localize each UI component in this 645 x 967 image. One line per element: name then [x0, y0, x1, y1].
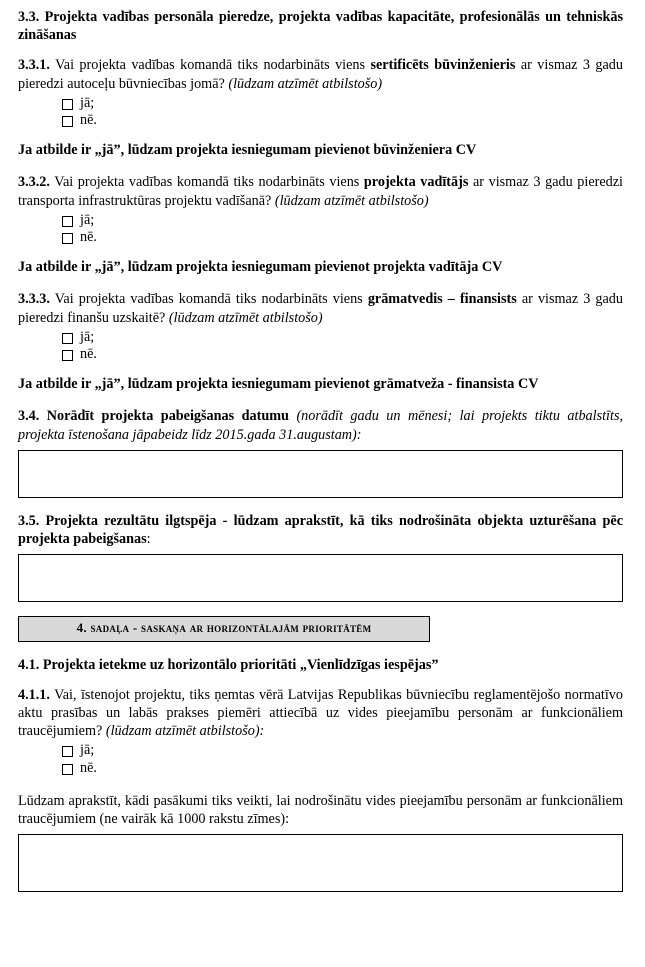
option-row[interactable]: [62, 760, 623, 777]
question-3-3-2-instruction: (lūdzam atzīmēt atbilstošo): [274, 192, 429, 209]
answer-box-3-4[interactable]: [18, 450, 623, 498]
question-3-3-2: [18, 173, 623, 209]
question-3-4-number: 3.4.: [18, 408, 40, 425]
question-4-1-1-followup: Lūdzam aprakstīt, kādi pasākumi tiks veikti, lai nodrošinātu vides pieejamību personām ar funkcionāliem traucējumiem (ne vairāk kā 1000 rakstu zīmes):: [18, 792, 623, 828]
question-3-3-1-text-before: Vai projekta vadības komandā tiks nodarbināts viens: [55, 57, 366, 74]
checkbox-icon[interactable]: [62, 216, 73, 227]
note-3-3-1: Ja atbilde ir „jā”, lūdzam projekta iesniegumam pievienot būvinženiera CV: [18, 142, 477, 159]
option-row[interactable]: [62, 329, 623, 346]
question-4-1-1-number: 4.1.1.: [18, 686, 50, 703]
question-3-3-1-instruction: (lūdzam atzīmēt atbilstošo): [228, 75, 383, 92]
question-4-1-1-options: [62, 742, 623, 777]
option-label: jā;: [80, 94, 95, 111]
question-3-3-2-text-before: Vai projekta vadības komandā tiks nodarbināts viens: [54, 174, 360, 191]
question-3-3-3-text-before: Vai projekta vadības komandā tiks nodarbināts viens: [54, 291, 363, 308]
option-label: nē.: [80, 346, 97, 363]
question-3-3-1-bold-phrase: sertificēts būvinženieris: [370, 57, 516, 74]
option-label: jā;: [80, 742, 95, 759]
question-3-3-3: [18, 290, 623, 326]
question-3-3-2-bold-phrase: projekta vadītājs: [363, 174, 469, 191]
section-3-3-heading: 3.3. Projekta vadības personāla pieredze, projekta vadības kapacitāte, profesionālās un tehniskās zināšanas: [18, 9, 623, 44]
question-3-3-3-number: 3.3.3.: [18, 291, 50, 308]
question-3-3-3-text-after: ar vismaz 3 gadu pieredzi finanšu uzskaitē?: [18, 291, 623, 326]
question-3-3-1-number: 3.3.1.: [18, 57, 50, 74]
option-row[interactable]: [62, 112, 623, 129]
question-3-3-3-bold-phrase: grāmatvedis – finansists: [367, 291, 517, 308]
option-row[interactable]: [62, 212, 623, 229]
question-3-3-3-options: [62, 329, 623, 364]
checkbox-icon[interactable]: [62, 99, 73, 110]
question-3-3-2-text-after: ar vismaz 3 gadu pieredzi transporta infrastruktūras projektu vadīšanā?: [18, 174, 623, 209]
question-4-1-1-text: Vai, īstenojot projektu, tiks ņemtas vērā Latvijas Republikas būvniecību reglamentējošo normatīvo aktu prasības un labās prakses piemēri attiecībā uz vides pieejamību personām ar funkcionāliem traucējumiem?: [18, 686, 623, 740]
question-3-5-number: 3.5.: [18, 512, 40, 529]
checkbox-icon[interactable]: [62, 746, 73, 757]
option-row[interactable]: [62, 229, 623, 246]
checkbox-icon[interactable]: [62, 116, 73, 127]
option-label: nē.: [80, 112, 97, 129]
option-row[interactable]: [62, 346, 623, 363]
question-4-1-1: [18, 686, 623, 741]
question-3-4: [18, 407, 623, 443]
checkbox-icon[interactable]: [62, 233, 73, 244]
answer-box-3-5[interactable]: [18, 554, 623, 602]
option-row[interactable]: [62, 95, 623, 112]
section-4-1-heading: 4.1. Projekta ietekme uz horizontālo prioritāti „Vienlīdzīgas iespējas”: [18, 656, 439, 673]
question-3-3-3-instruction: (lūdzam atzīmēt atbilstošo): [168, 309, 323, 326]
answer-box-4-1-1[interactable]: [18, 834, 623, 892]
question-3-3-1: [18, 56, 623, 92]
question-3-5: [18, 512, 623, 548]
option-row[interactable]: [62, 742, 623, 759]
question-3-5-tail: :: [146, 530, 151, 547]
checkbox-icon[interactable]: [62, 350, 73, 361]
section-4-banner: 4. sadaļa - saskaņa ar horizontālajām prioritātēm: [18, 616, 430, 642]
option-label: jā;: [80, 211, 95, 228]
question-3-3-1-text-after: ar vismaz 3 gadu pieredzi autoceļu būvniecības jomā?: [18, 57, 623, 92]
question-3-3-2-number: 3.3.2.: [18, 174, 50, 191]
option-label: nē.: [80, 229, 97, 246]
option-label: nē.: [80, 760, 97, 777]
question-3-5-text: Projekta rezultātu ilgtspēja - lūdzam aprakstīt, kā tiks nodrošināta objekta uzturēšana pēc projekta pabeigšanas: [18, 512, 624, 547]
question-3-4-instruction: (norādīt gadu un mēnesi; lai projekts tiktu atbalstīts, projekta īstenošana jāpabeidz līdz 2015.gada 31.augustam):: [18, 408, 624, 443]
question-3-3-1-options: [62, 95, 623, 130]
question-3-3-2-options: [62, 212, 623, 247]
note-3-3-3: Ja atbilde ir „jā”, lūdzam projekta iesniegumam pievienot grāmatveža - finansista CV: [18, 376, 539, 393]
note-3-3-2: Ja atbilde ir „jā”, lūdzam projekta iesniegumam pievienot projekta vadītāja CV: [18, 259, 503, 276]
question-4-1-1-instruction: (lūdzam atzīmēt atbilstošo):: [105, 723, 265, 740]
checkbox-icon[interactable]: [62, 333, 73, 344]
question-3-4-text: Norādīt projekta pabeigšanas datumu: [46, 408, 289, 425]
option-label: jā;: [80, 328, 95, 345]
checkbox-icon[interactable]: [62, 764, 73, 775]
